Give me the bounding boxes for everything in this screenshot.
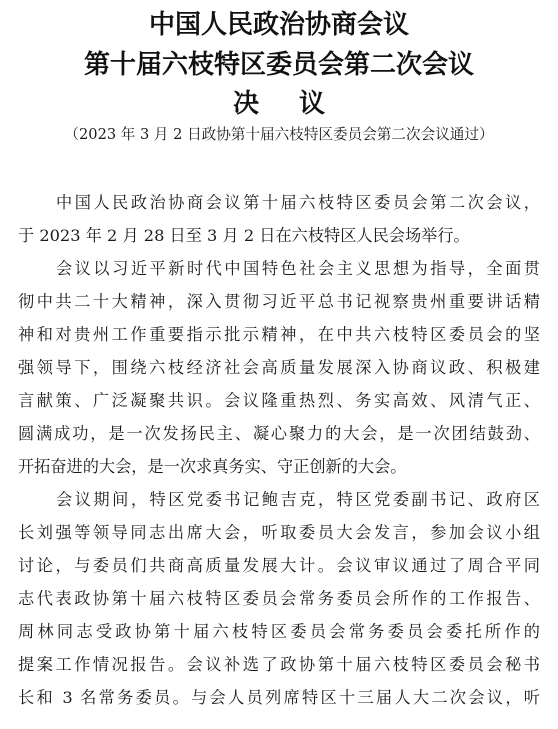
paragraph-line: 长刘强等领导同志出席大会，听取委员大会发言，参加会议小组 bbox=[18, 523, 540, 542]
paragraph-line: 提案工作情况报告。会议补选了政协第十届六枝特区委员会秘书 bbox=[18, 655, 540, 674]
title-line-2: 第十届六枝特区委员会第二次会议 bbox=[83, 50, 474, 80]
paragraph-line: 长和 3 名常务委员。与会人员列席特区十三届人大二次会议，听 bbox=[18, 688, 540, 707]
paragraph-line: 彻中共二十大精神，深入贯彻习近平总书记视察贵州重要讲话精 bbox=[18, 292, 540, 311]
paragraph-line: 讨论，与委员们共商高质量发展大计。会议审议通过了周合平同 bbox=[18, 556, 540, 575]
paragraph-line: 神和对贵州工作重要指示批示精神，在中共六枝特区委员会的坚 bbox=[18, 325, 540, 344]
document-subtitle: （2023 年 3 月 2 日政协第十届六枝特区委员会第二次会议通过） bbox=[64, 126, 494, 143]
paragraph-line: 会议以习近平新时代中国特色社会主义思想为指导，全面贯 bbox=[56, 259, 540, 278]
paragraph-line: 中国人民政治协商会议第十届六枝特区委员会第二次会议， bbox=[56, 193, 540, 212]
title-line-3: 决议 bbox=[232, 89, 365, 119]
paragraph-line: 志代表政协第十届六枝特区委员会常务委员会所作的工作报告、 bbox=[18, 589, 540, 608]
paragraph-line: 强领导下，围绕六枝经济社会高质量发展深入协商议政、积极建 bbox=[18, 358, 540, 377]
paragraph-line: 言献策、广泛凝聚共识。会议隆重热烈、务实高效、风清气正、 bbox=[18, 391, 540, 410]
paragraph-line: 于 2023 年 2 月 28 日至 3 月 2 日在六枝特区人民会场举行。 bbox=[18, 226, 470, 245]
paragraph-line: 圆满成功，是一次发扬民主、凝心聚力的大会，是一次团结鼓劲、 bbox=[18, 424, 540, 443]
paragraph-line: 开拓奋进的大会，是一次求真务实、守正创新的大会。 bbox=[18, 457, 407, 476]
paragraph-line: 周林同志受政协第十届六枝特区委员会常务委员会委托所作的 bbox=[18, 622, 540, 641]
paragraph-line: 会议期间，特区党委书记鲍吉克，特区党委副书记、政府区 bbox=[56, 490, 540, 509]
title-line-1: 中国人民政治协商会议 bbox=[148, 10, 409, 40]
